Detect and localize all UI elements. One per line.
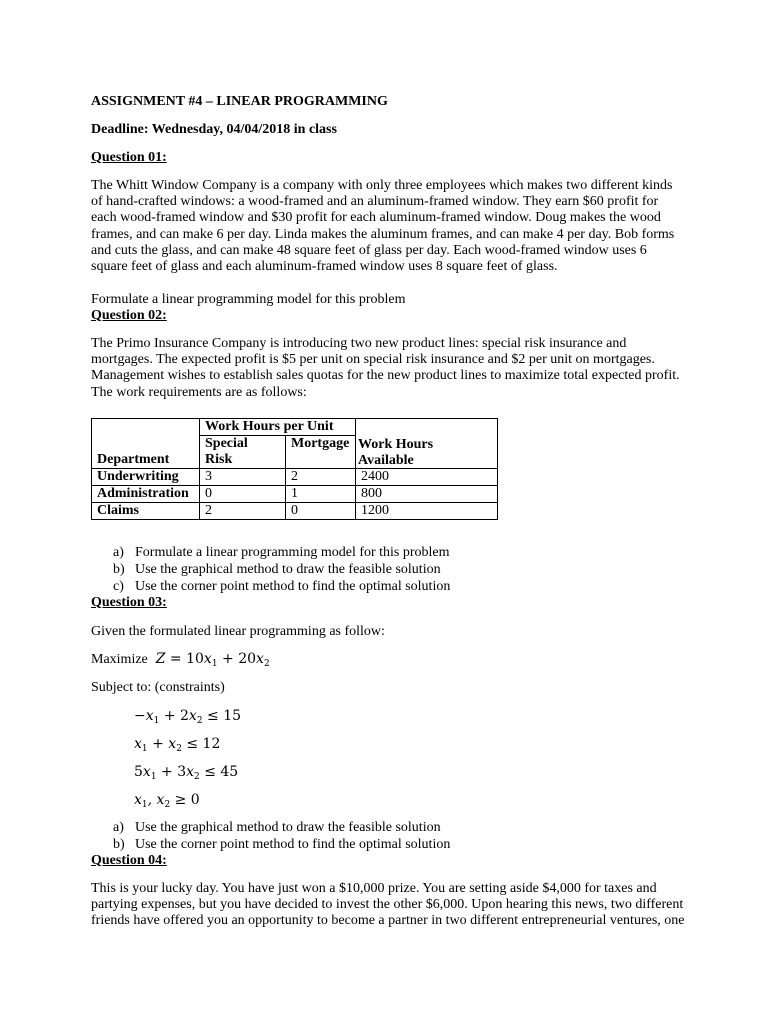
- constraint-1: $-x_1 + 2x_2 \le 15$: [134, 708, 242, 726]
- special-cell: 2: [200, 503, 286, 520]
- text-line: The Whitt Window Company is a company with only three employees which makes two different kinds: [91, 178, 673, 193]
- text-line: each wood-framed window and $30 profit for each aluminum-framed window. Doug makes the wood: [91, 210, 661, 226]
- deadline: Deadline: Wednesday, 04/04/2018 in class: [91, 122, 337, 137]
- question-02-items: [113, 545, 713, 595]
- list-item: [113, 562, 713, 579]
- special-cell: 0: [200, 486, 286, 503]
- col-hours-header: [358, 437, 433, 469]
- table-row: [92, 503, 498, 520]
- text-line: frames, and can make 6 per day. Linda makes the aluminum frames, and can make 4 per day. Bob forms: [91, 226, 675, 242]
- col-department-header: Department: [97, 452, 170, 467]
- text-line: This is your lucky day. You have just won a $10,000 prize. You are setting aside $4,000 for taxes and: [91, 881, 657, 896]
- list-item: [113, 820, 713, 837]
- subject-to-label: Subject to: (constraints): [91, 680, 225, 695]
- header-line: Available: [358, 453, 414, 468]
- text-line: square feet of glass and each aluminum-framed window uses 8 square feet of glass.: [91, 259, 558, 275]
- dept-cell: Administration: [92, 486, 200, 503]
- table-row: [92, 469, 498, 486]
- hours-cell: 1200: [356, 503, 498, 520]
- item-label: a): [113, 545, 124, 560]
- question-03-heading: Question 03:: [91, 595, 167, 610]
- text-line: The Primo Insurance Company is introducing two new product lines: special risk insurance and: [91, 336, 627, 351]
- dept-cell: Claims: [92, 503, 200, 520]
- work-hours-table: [91, 418, 498, 520]
- question-02-heading: Question 02:: [91, 308, 167, 323]
- item-label: b): [113, 836, 125, 852]
- assignment-title: ASSIGNMENT #4 – LINEAR PROGRAMMING: [91, 94, 388, 109]
- text-line: The work requirements are as follows:: [91, 384, 307, 400]
- special-cell: 3: [200, 469, 286, 486]
- mortgage-cell: 2: [286, 469, 356, 486]
- mortgage-cell: 0: [286, 503, 356, 520]
- question-03-intro: Given the formulated linear programming as follow:: [91, 624, 385, 639]
- text-line: friends have offered you an opportunity to become a partner in two different entrepreneurial ventures, one: [91, 913, 685, 929]
- question-01-task: Formulate a linear programming model for this problem: [91, 292, 406, 307]
- hours-cell: 2400: [356, 469, 498, 486]
- item-text: Use the graphical method to draw the feasible solution: [135, 820, 441, 835]
- text-line: of hand-crafted windows: a wood-framed and an aluminum-framed window. They earn $60 profit for: [91, 194, 659, 210]
- objective-function: [91, 651, 691, 672]
- item-label: b): [113, 561, 125, 577]
- hours-cell: 800: [356, 486, 498, 503]
- text-line: mortgages. The expected profit is $5 per unit on special risk insurance and $2 per unit on mortgages.: [91, 352, 655, 368]
- item-text: Use the graphical method to draw the feasible solution: [135, 561, 441, 577]
- header-line: Risk: [205, 452, 233, 467]
- list-item: [113, 837, 713, 854]
- question-03-items: [113, 820, 713, 854]
- question-04-text: [91, 881, 691, 930]
- text-line: Management wishes to establish sales quotas for the new product lines to maximize total expected profit.: [91, 368, 680, 384]
- col-special-risk-header: [200, 436, 286, 469]
- item-text: Use the corner point method to find the optimal solution: [135, 836, 451, 852]
- dept-cell: Underwriting: [92, 469, 200, 486]
- constraint-nonnegativity: $x_1$, $x_2 \ge 0$: [134, 792, 200, 810]
- constraint-3: $5x_1 + 3x_2 \le 45$: [134, 764, 239, 782]
- item-label: c): [113, 578, 124, 594]
- header-line: Special: [205, 436, 248, 451]
- text-line: partying expenses, but you have decided to invest the other $6,000. Upon hearing this news, two different: [91, 897, 684, 913]
- maximize-label: Maximize: [91, 652, 148, 667]
- list-item: [113, 579, 713, 596]
- question-01-text: [91, 178, 691, 275]
- table-cell: [92, 419, 200, 469]
- table-row: [92, 486, 498, 503]
- objective-expression: $Z = 10x_1 + 20x_2$: [151, 651, 270, 669]
- text-line: and cuts the glass, and can make 48 square feet of glass per day. Each wood-framed window uses 6: [91, 242, 647, 258]
- item-label: a): [113, 820, 124, 835]
- list-item: [113, 545, 713, 562]
- item-text: Use the corner point method to find the optimal solution: [135, 578, 451, 594]
- question-04-heading: Question 04:: [91, 853, 167, 868]
- mortgage-cell: 1: [286, 486, 356, 503]
- header-line: Work Hours: [358, 437, 434, 452]
- group-header: Work Hours per Unit: [200, 419, 356, 436]
- col-mortgage-header: Mortgage: [286, 436, 356, 469]
- question-02-text: [91, 336, 691, 401]
- item-text: Formulate a linear programming model for this problem: [135, 545, 450, 560]
- constraint-2: $x_1 + x_2 \le 12$: [134, 736, 221, 754]
- question-01-heading: Question 01:: [91, 150, 167, 165]
